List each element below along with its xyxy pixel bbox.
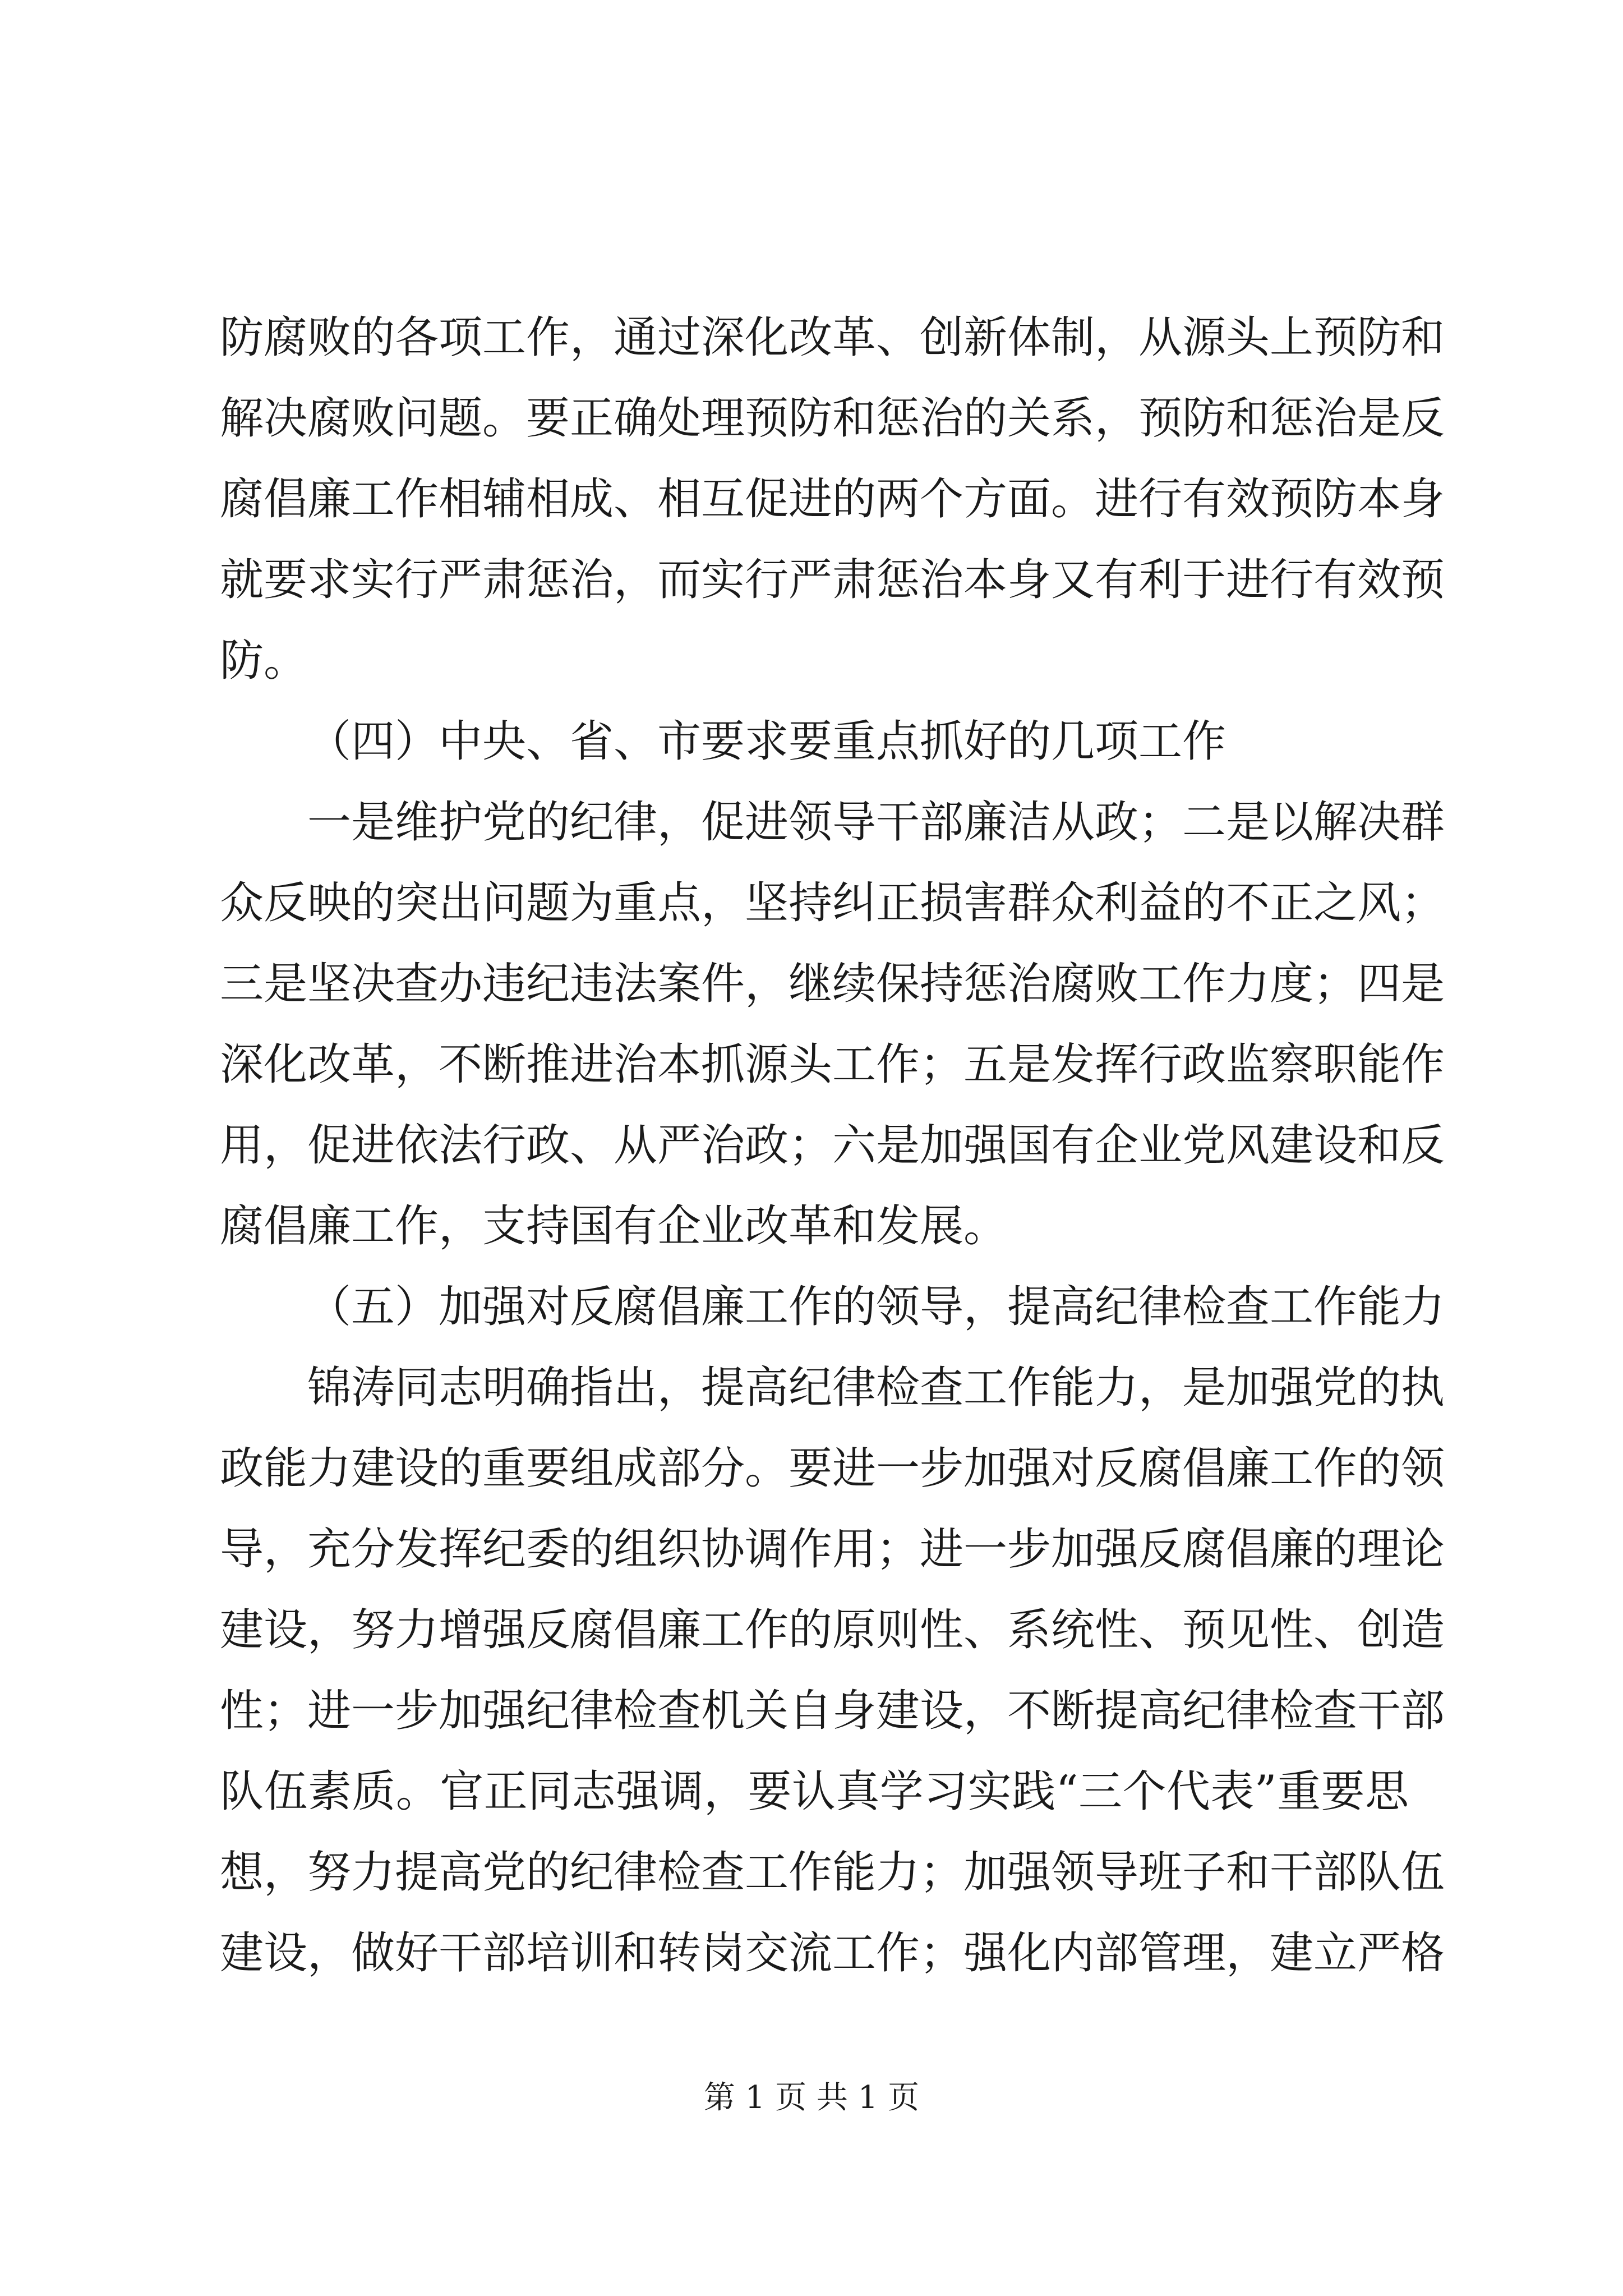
page-footer: [0, 2076, 1623, 2120]
text-line: 防腐败的各项工作，通过深化改革、创新体制，从源头上预防和: [220, 312, 1445, 363]
text-line: 锦涛同志明确指出，提高纪律检查工作能力，是加强党的执: [307, 1363, 1445, 1413]
text-line: 就要求实行严肃惩治，而实行严肃惩治本身又有利于进行有效预: [220, 555, 1445, 605]
section-heading: （四）中央、省、市要求要重点抓好的几项工作: [307, 716, 1227, 767]
body-text: [220, 297, 1445, 1994]
text-line: 腐倡廉工作相辅相成、相互促进的两个方面。进行有效预防本身: [220, 474, 1445, 524]
text-line: 防。: [220, 636, 308, 686]
text-line: 性；进一步加强纪律检查机关自身建设，不断提高纪律检查干部: [220, 1686, 1445, 1736]
text-line: 众反映的突出问题为重点，坚持纠正损害群众利益的不正之风；: [220, 878, 1445, 928]
text-line: 三是坚决查办违纪违法案件，继续保持惩治腐败工作力度；四是: [220, 959, 1445, 1009]
text-line: 腐倡廉工作，支持国有企业改革和发展。: [220, 1201, 1008, 1251]
text-line: 深化改革，不断推进治本抓源头工作；五是发挥行政监察职能作: [220, 1039, 1445, 1090]
text-line: 政能力建设的重要组成部分。要进一步加强对反腐倡廉工作的领: [220, 1443, 1445, 1494]
text-line: 用，促进依法行政、从严治政；六是加强国有企业党风建设和反: [220, 1120, 1445, 1171]
text-line: 想，努力提高党的纪律检查工作能力；加强领导班子和干部队伍: [220, 1847, 1445, 1898]
text-line: 建设，努力增强反腐倡廉工作的原则性、系统性、预见性、创造: [220, 1605, 1445, 1655]
text-line: 一是维护党的纪律，促进领导干部廉洁从政；二是以解决群: [307, 797, 1445, 848]
section-heading: （五）加强对反腐倡廉工作的领导，提高纪律检查工作能力: [307, 1282, 1445, 1332]
text-line: 导，充分发挥纪委的组织协调作用；进一步加强反腐倡廉的理论: [220, 1524, 1445, 1575]
text-line: 队伍素质。官正同志强调，要认真学习实践“三个代表”重要思: [220, 1766, 1409, 1817]
text-line: 建设，做好干部培训和转岗交流工作；强化内部管理，建立严格: [220, 1928, 1445, 1978]
page-number-label: 第 1 页 共 1 页: [703, 2079, 920, 2116]
text-line: 解决腐败问题。要正确处理预防和惩治的关系，预防和惩治是反: [220, 393, 1445, 444]
